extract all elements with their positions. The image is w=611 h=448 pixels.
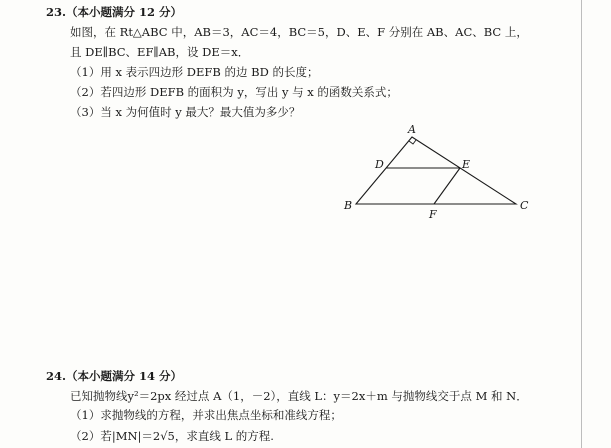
triangle-diagram: [338, 122, 538, 222]
q23-header: 23.（本小题满分 12 分）: [46, 5, 183, 19]
label-c: C: [520, 199, 529, 212]
q24-stem: 已知抛物线y²＝2px 经过点 A（1，－2），直线 L：y＝2x＋m 与抛物线交于点 M 和 N．: [70, 389, 528, 403]
q24-header: 24.（本小题满分 14 分）: [46, 369, 183, 383]
q23-part2: （2）若四边形 DEFB 的面积为 y，写出 y 与 x 的函数关系式；: [70, 85, 398, 99]
q23-part1: （1）用 x 表示四边形 DEFB 的边 BD 的长度；: [70, 65, 319, 79]
q23-stem-line1: 如图，在 Rt△ABC 中，AB＝3，AC＝4，BC＝5，D、E、F 分别在 AB、AC、BC 上，: [70, 25, 528, 39]
right-angle-mark: [409, 140, 416, 144]
segment-ef: [434, 168, 460, 204]
label-e: E: [462, 158, 471, 171]
q23-stem-line2: 且 DE∥BC、EF∥AB，设 DE＝x．: [70, 45, 250, 59]
label-d: D: [375, 158, 384, 171]
q24-part1: （1）求抛物线的方程，并求出焦点坐标和准线方程；: [70, 408, 342, 422]
label-f: F: [429, 208, 437, 221]
q24-part2: （2）若|MN|＝2√5，求直线 L 的方程.: [70, 429, 274, 443]
label-b: B: [344, 199, 353, 212]
label-a: A: [408, 123, 416, 136]
triangle-figure: [338, 122, 538, 226]
q23-part3: （3）当 x 为何值时 y 最大？最大值为多少？: [70, 105, 301, 119]
